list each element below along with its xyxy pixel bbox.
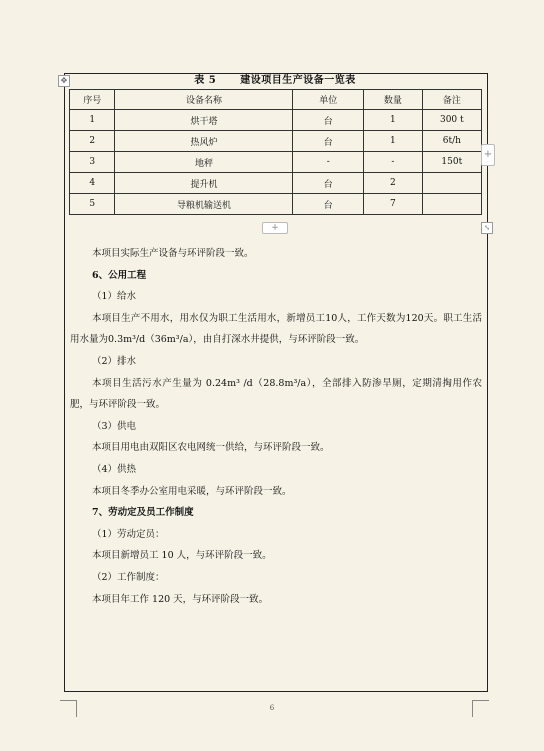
header-cell[interactable]: 设备名称 [115,90,293,110]
table-cell[interactable]: - [293,152,364,173]
paragraph: 本项目新增员工 10 人，与环评阶段一致。 [92,550,272,562]
table-cell[interactable]: 300 t [422,110,481,131]
paragraph: 本项目生产不用水，用水仅为职工生活用水，新增员工10人，工作天数为120天。职工生活用水量为0.3m³/d（36m³/a），由自打深水井提供，与环评阶段一致。 [70,312,482,346]
table-cell[interactable]: 1 [364,131,423,152]
table-cell[interactable]: 2 [364,173,423,194]
header-cell[interactable]: 单位 [293,90,364,110]
paragraph: 本项目生活污水产生量为 0.24m³ /d（28.8m³/a），全部排入防渗旱厕，定期清掏用作农肥，与环评阶段一致。 [70,377,482,411]
subsection-heading: （4）供热 [92,463,137,475]
table-cell[interactable]: 5 [70,194,115,215]
header-cell[interactable]: 序号 [70,90,115,110]
table-cell[interactable]: 4 [70,173,115,194]
table-row [70,194,482,215]
table-cell[interactable]: 3 [70,152,115,173]
add-row-icon[interactable]: + [262,222,288,234]
table-row [70,131,482,152]
table-cell[interactable]: 150t [422,152,481,173]
paragraph: 本项目用电由双阳区农电网统一供给，与环评阶段一致。 [92,442,330,454]
add-column-icon[interactable]: + [481,144,495,166]
table-cell[interactable] [422,194,481,215]
table-cell[interactable]: 6t/h [422,131,481,152]
table-cell[interactable]: 台 [293,131,364,152]
subsection-heading: （3）供电 [92,420,137,432]
table-resize-handle-icon[interactable]: ⤡ [481,222,493,234]
table-cell[interactable]: 1 [70,110,115,131]
table-cell[interactable]: 台 [293,110,364,131]
table-cell[interactable]: 2 [70,131,115,152]
table-row [70,110,482,131]
subsection-heading: （2）排水 [92,355,137,367]
table-title: 建设项目生产设备一览表 [240,75,356,86]
table-cell[interactable]: 台 [293,194,364,215]
table-cell[interactable]: - [364,152,423,173]
table-move-handle-icon[interactable]: ✥ [58,75,70,87]
subsection-heading: （2）工作制度： [92,571,165,583]
table-number: 表 5 [194,75,217,86]
table-cell[interactable]: 提升机 [115,173,293,194]
paragraph: 本项目实际生产设备与环评阶段一致。 [92,248,254,259]
table-row [70,152,482,173]
table-cell[interactable]: 烘干塔 [115,110,293,131]
table-cell[interactable]: 1 [364,110,423,131]
table-cell[interactable]: 热风炉 [115,131,293,152]
table-cell[interactable]: 7 [364,194,423,215]
paragraph: 本项目冬季办公室用电采暖，与环评阶段一致。 [92,485,292,497]
header-cell[interactable]: 备注 [422,90,481,110]
subsection-heading: （1）给水 [92,291,137,303]
table-cell[interactable] [422,173,481,194]
equipment-table [69,89,482,215]
header-cell[interactable]: 数量 [364,90,423,110]
table-caption [64,73,486,89]
table-header-row [70,90,482,110]
section-heading: 7、劳动定及员工作制度 [92,507,194,519]
table-cell[interactable]: 台 [293,173,364,194]
table-row [70,173,482,194]
document-body [70,243,482,610]
subsection-heading: （1）劳动定员： [92,528,165,540]
paragraph: 本项目年工作 120 天，与环评阶段一致。 [92,593,269,605]
table-cell[interactable]: 导粮机输送机 [115,194,293,215]
section-heading: 6、公用工程 [92,269,147,281]
page-number: 6 [269,704,275,712]
table-cell[interactable]: 地秤 [115,152,293,173]
